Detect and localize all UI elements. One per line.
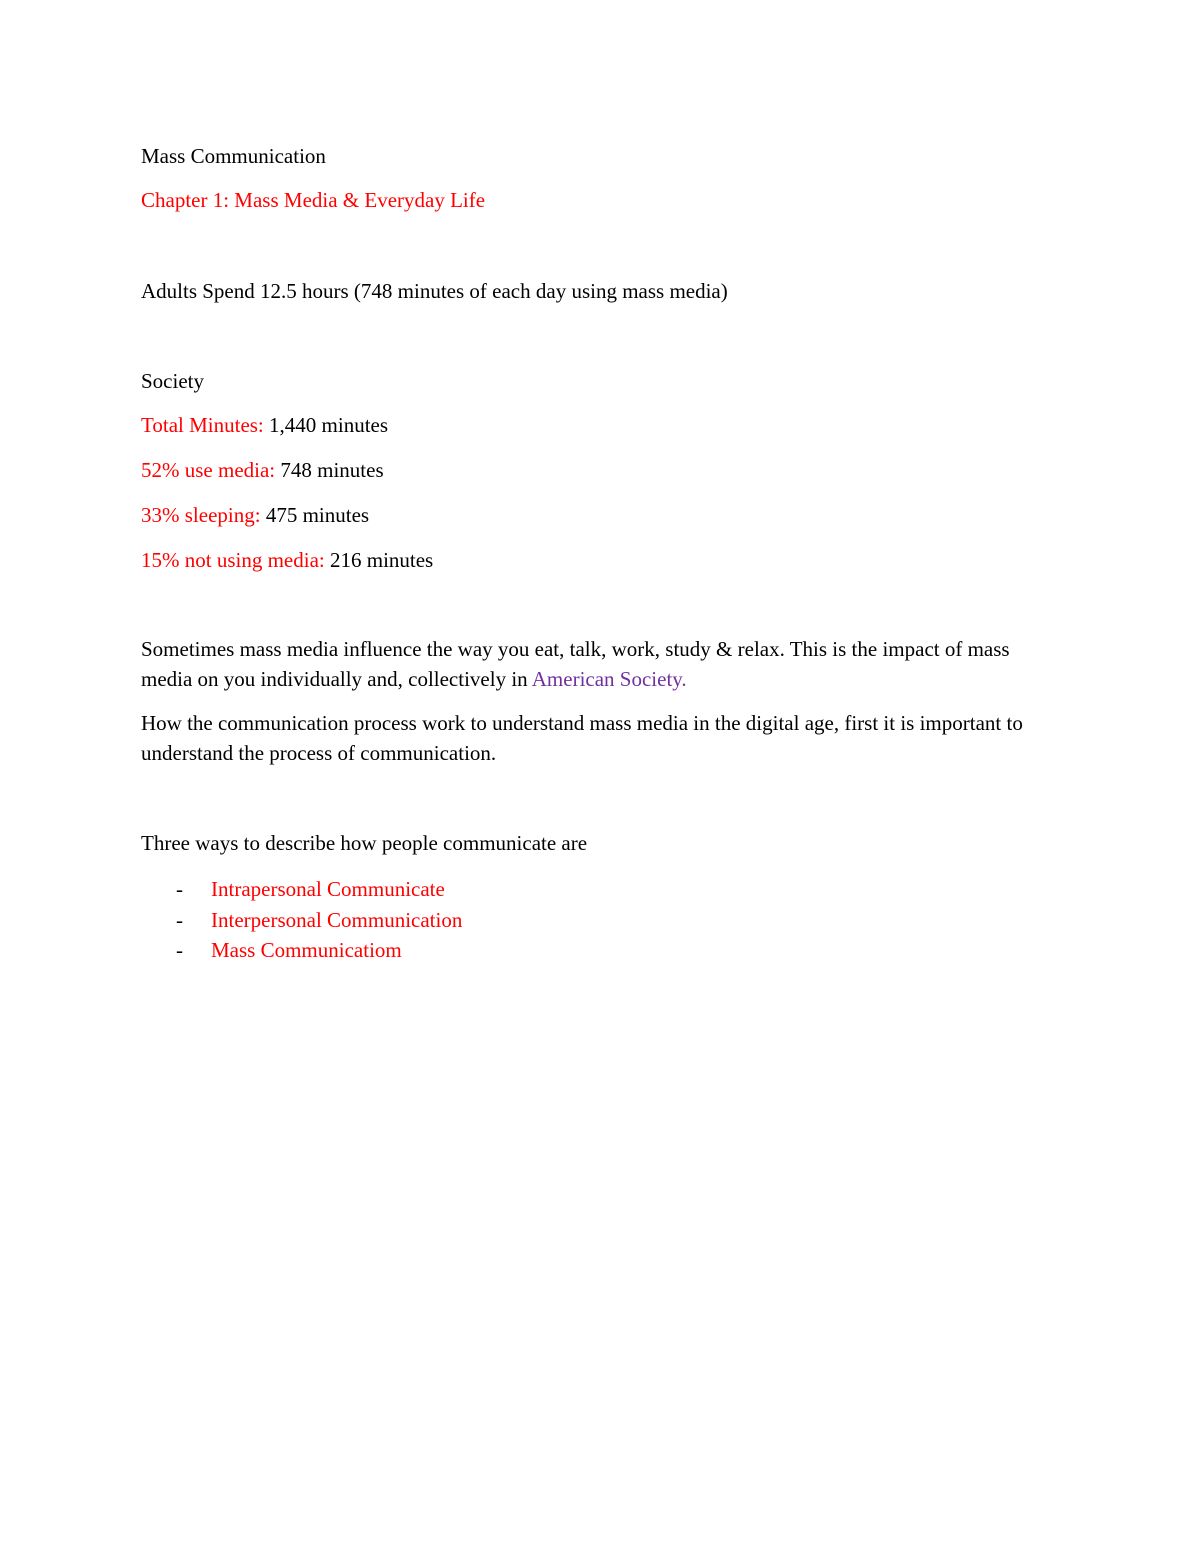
stat-label: 52% use media:	[141, 458, 276, 482]
list-item	[141, 935, 462, 966]
society-heading: Society	[141, 369, 204, 393]
impact-paragraph-text: Sometimes mass media influence the way you eat, talk, work, study & relax. This is the impact of mass media on you individually and, collectively in	[141, 637, 1010, 691]
stat-use-media	[141, 455, 384, 485]
dash-bullet-marker: -	[176, 907, 183, 932]
stat-label: 15% not using media:	[141, 548, 325, 572]
document-title: Mass Communication	[141, 144, 326, 168]
adults-spend-line: Adults Spend 12.5 hours (748 minutes of each day using mass media)	[141, 279, 728, 303]
three-ways-line: Three ways to describe how people communicate are	[141, 831, 588, 855]
list-item-label: Interpersonal Communication	[211, 907, 463, 932]
stat-label: 33% sleeping:	[141, 503, 261, 527]
stat-sleeping	[141, 500, 369, 530]
stat-total-minutes	[141, 410, 388, 440]
impact-paragraph	[141, 634, 1051, 694]
list-item	[141, 874, 462, 905]
chapter-heading: Chapter 1: Mass Media & Everyday Life	[141, 188, 486, 212]
list-item-label: Mass Communicatiom	[211, 938, 402, 962]
stat-value: 1,440 minutes	[263, 413, 389, 437]
american-society-highlight: American Society.	[531, 667, 687, 691]
dash-bullet-marker: -	[176, 877, 183, 901]
list-item-label: Intrapersonal Communicate	[211, 877, 445, 901]
stat-not-using-media	[141, 545, 433, 575]
list-item	[141, 905, 462, 936]
stat-label: Total Minutes:	[141, 413, 264, 437]
communication-types-list	[141, 874, 462, 966]
stat-value: 748 minutes	[275, 458, 384, 482]
stat-value: 475 minutes	[260, 503, 370, 527]
process-paragraph: How the communication process work to understand mass media in the digital age, first it is important to understand the process of communication.	[141, 711, 1023, 765]
stat-value: 216 minutes	[324, 548, 434, 572]
dash-bullet-marker: -	[176, 938, 183, 962]
